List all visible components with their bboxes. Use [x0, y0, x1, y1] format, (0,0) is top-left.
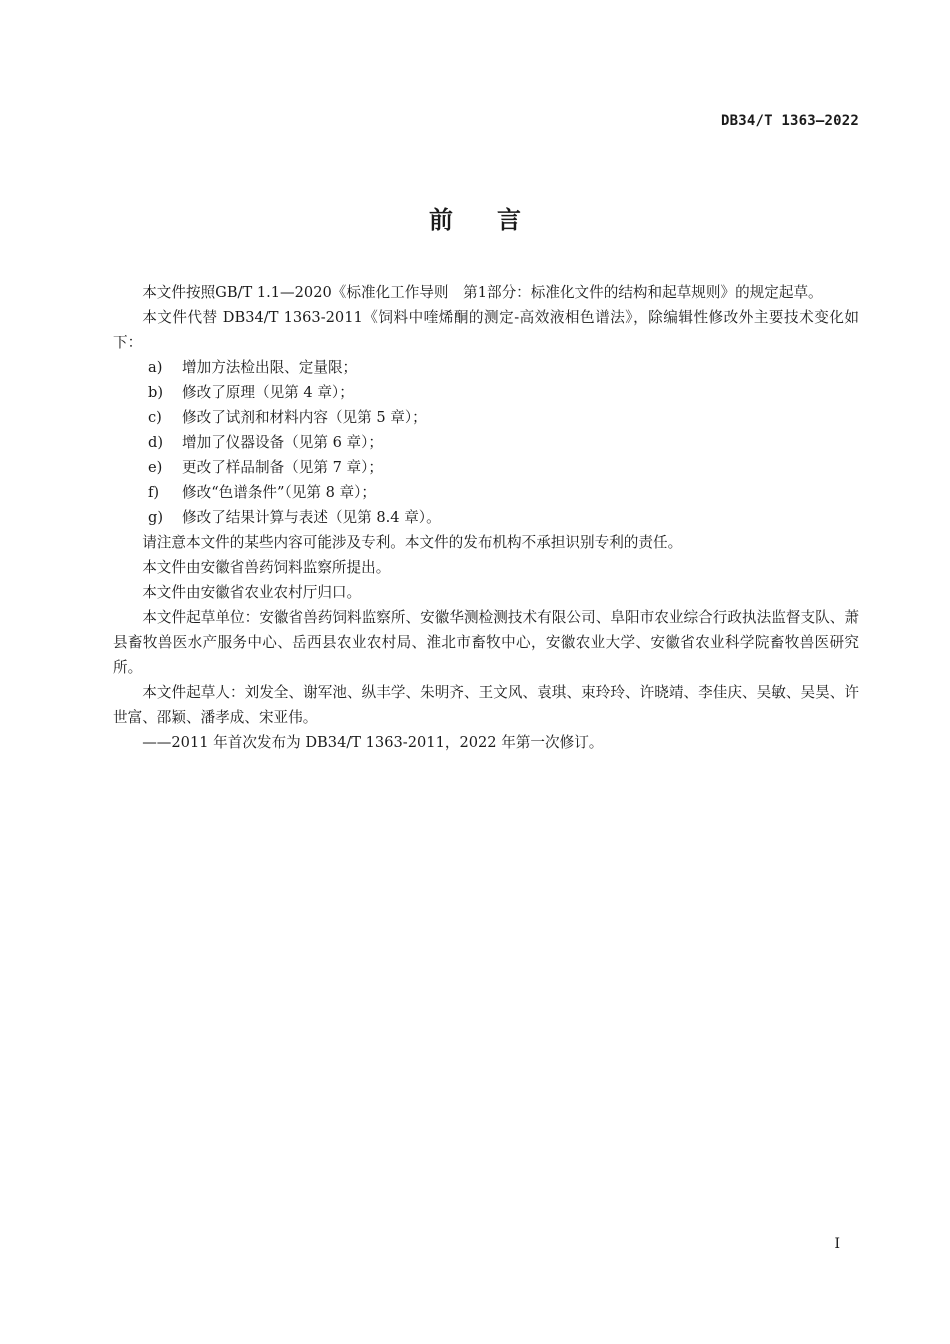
list-item-text: 修改了试剂和材料内容（见第 5 章）；: [182, 409, 427, 426]
changes-list: [113, 355, 859, 530]
page-title: 前言: [429, 206, 565, 234]
standard-code: DB34/T 1363—2022: [720, 113, 859, 129]
paragraph-drafting-units: 本文件起草单位：安徽省兽药饲料监察所、安徽华测检测技术有限公司、阜阳市农业综合行政执法监督支队、萧县畜牧兽医水产服务中心、岳西县农业农村局、淮北市畜牧中心，安徽农业大学、安徽省农业科学院畜牧兽医研究所。: [113, 609, 859, 676]
list-item: [113, 355, 859, 380]
list-marker: d): [148, 434, 164, 451]
list-item-text: 增加了仪器设备（见第 6 章）；: [182, 434, 383, 451]
list-marker: a): [148, 359, 163, 376]
list-marker: c): [148, 409, 162, 426]
page-number: I: [834, 1236, 840, 1252]
paragraph-history: ——2011 年首次发布为 DB34/T 1363-2011，2022 年第一次修订。: [142, 734, 604, 751]
list-marker: e): [148, 459, 163, 476]
paragraph-proposer: 本文件由安徽省兽药饲料监察所提出。: [142, 559, 391, 576]
list-item-text: 修改了结果计算与表述（见第 8.4 章）。: [182, 509, 441, 526]
list-marker: g): [148, 509, 164, 526]
paragraph-patent-notice: 请注意本文件的某些内容可能涉及专利。本文件的发布机构不承担识别专利的责任。: [142, 534, 683, 551]
document-body: [113, 280, 859, 755]
list-item: [113, 405, 859, 430]
list-marker: f): [148, 484, 160, 501]
list-item: [113, 380, 859, 405]
list-item: [113, 480, 859, 505]
list-item-text: 修改“色谱条件”（见第 8 章）；: [182, 484, 377, 501]
paragraph-centralized-unit: 本文件由安徽省农业农村厅归口。: [142, 584, 362, 601]
paragraph-drafting-rules: 本文件按照GB/T 1.1—2020《标准化工作导则 第1部分：标准化文件的结构和起草规则》的规定起草。: [142, 284, 823, 301]
list-item-text: 增加方法检出限、定量限；: [182, 359, 358, 376]
paragraph-drafters: 本文件起草人：刘发全、谢军池、纵丰学、朱明齐、王文风、袁琪、束玲玲、许晓靖、李佳庆、吴敏、吴昊、许世富、邵颖、潘孝成、宋亚伟。: [113, 684, 859, 726]
list-item: [113, 455, 859, 480]
list-item-text: 更改了样品制备（见第 7 章）；: [182, 459, 383, 476]
list-item: [113, 505, 859, 530]
list-item: [113, 430, 859, 455]
list-marker: b): [148, 384, 164, 401]
paragraph-replacement: 本文件代替 DB34/T 1363-2011《饲料中喹烯酮的测定-高效液相色谱法》，除编辑性修改外主要技术变化如下：: [113, 309, 859, 351]
list-item-text: 修改了原理（见第 4 章）；: [182, 384, 354, 401]
